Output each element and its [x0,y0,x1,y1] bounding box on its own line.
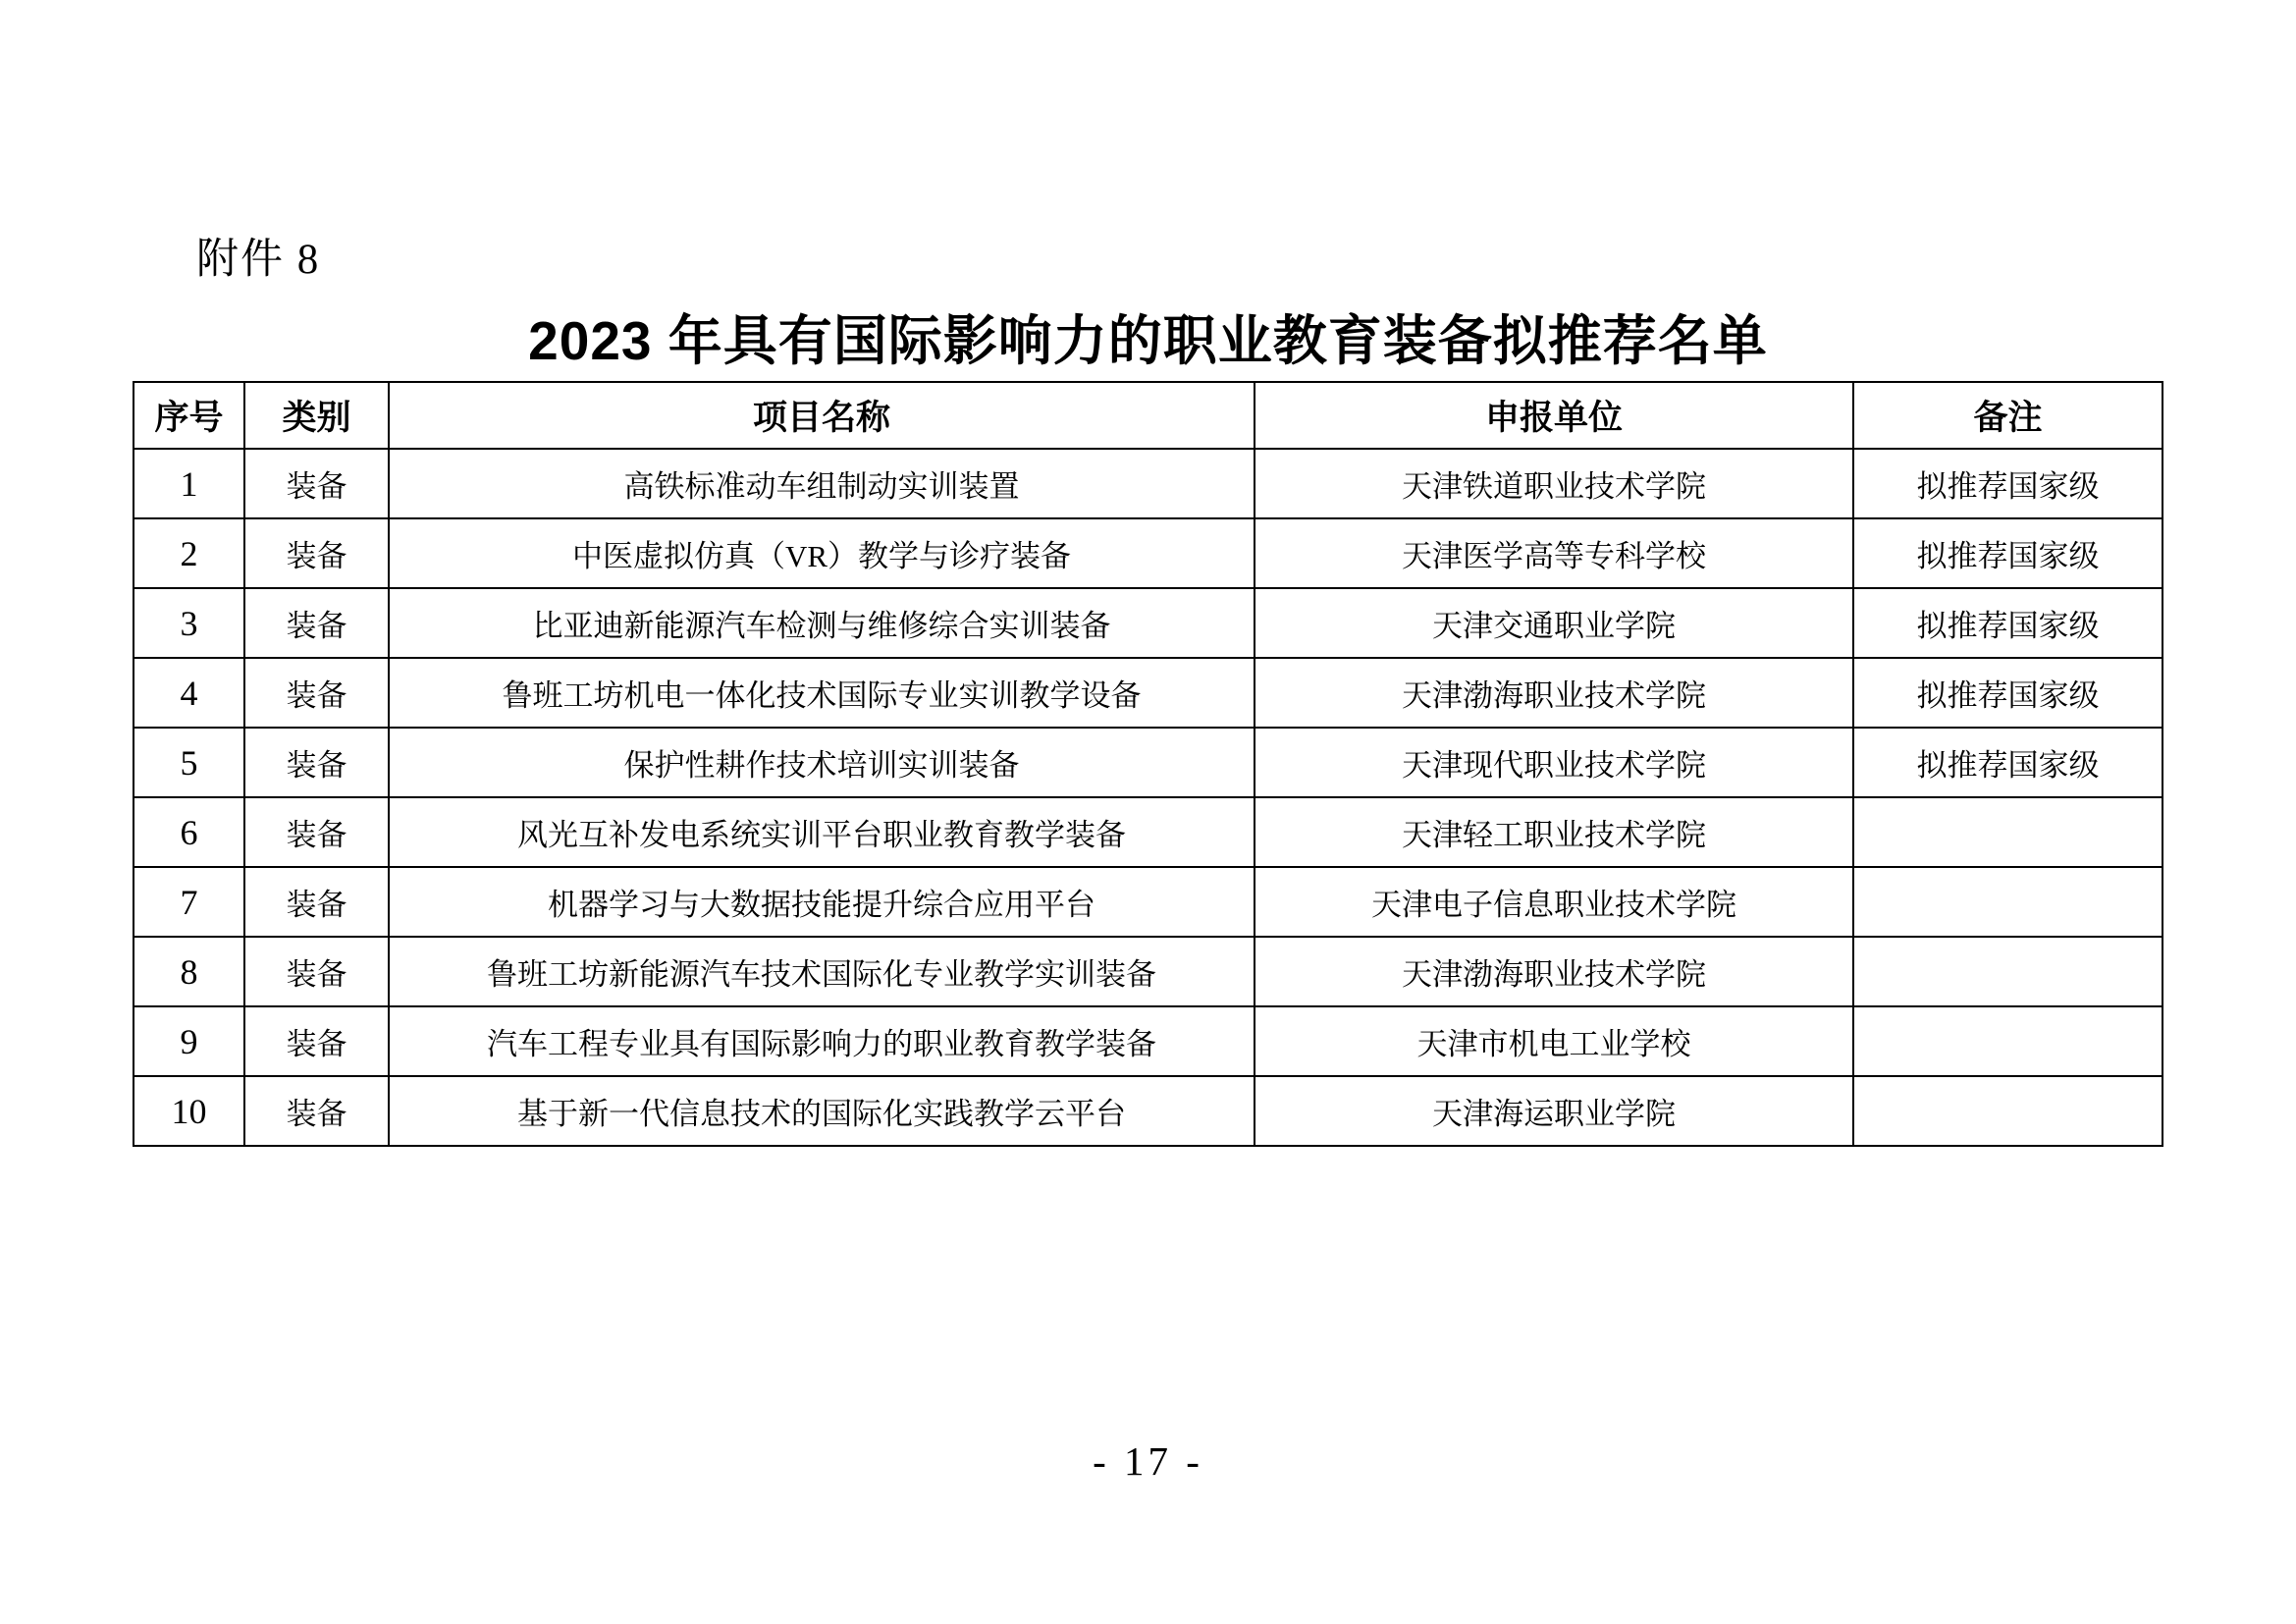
cell-no: 10 [133,1076,244,1146]
cell-no: 4 [133,658,244,728]
cell-unit: 天津渤海职业技术学院 [1255,658,1853,728]
table-row [133,449,2163,518]
cell-remark [1853,797,2163,867]
cell-remark: 拟推荐国家级 [1853,518,2163,588]
cell-no: 7 [133,867,244,937]
cell-no: 2 [133,518,244,588]
cell-unit: 天津渤海职业技术学院 [1255,937,1853,1006]
cell-project: 机器学习与大数据技能提升综合应用平台 [389,867,1255,937]
table-row [133,1006,2163,1076]
cell-category: 装备 [244,937,389,1006]
cell-remark: 拟推荐国家级 [1853,588,2163,658]
cell-project: 鲁班工坊新能源汽车技术国际化专业教学实训装备 [389,937,1255,1006]
cell-remark: 拟推荐国家级 [1853,728,2163,797]
cell-project: 保护性耕作技术培训实训装备 [389,728,1255,797]
cell-project: 基于新一代信息技术的国际化实践教学云平台 [389,1076,1255,1146]
header-cell-remark: 备注 [1853,382,2163,449]
cell-category: 装备 [244,588,389,658]
cell-no: 1 [133,449,244,518]
cell-category: 装备 [244,867,389,937]
cell-remark: 拟推荐国家级 [1853,658,2163,728]
table-row [133,937,2163,1006]
table-row [133,588,2163,658]
cell-unit: 天津现代职业技术学院 [1255,728,1853,797]
cell-remark [1853,1076,2163,1146]
cell-category: 装备 [244,518,389,588]
cell-category: 装备 [244,1006,389,1076]
recommendation-table [133,381,2163,1147]
cell-category: 装备 [244,1076,389,1146]
cell-project: 高铁标准动车组制动实训装置 [389,449,1255,518]
cell-remark [1853,867,2163,937]
table-row [133,1076,2163,1146]
table-row [133,658,2163,728]
cell-unit: 天津轻工职业技术学院 [1255,797,1853,867]
table-header-row [133,382,2163,449]
cell-remark [1853,937,2163,1006]
cell-category: 装备 [244,728,389,797]
cell-category: 装备 [244,658,389,728]
table-row [133,728,2163,797]
cell-project: 比亚迪新能源汽车检测与维修综合实训装备 [389,588,1255,658]
table-row [133,518,2163,588]
cell-unit: 天津铁道职业技术学院 [1255,449,1853,518]
cell-no: 5 [133,728,244,797]
cell-category: 装备 [244,797,389,867]
cell-project: 风光互补发电系统实训平台职业教育教学装备 [389,797,1255,867]
cell-no: 3 [133,588,244,658]
header-cell-project: 项目名称 [389,382,1255,449]
page-title: 2023 年具有国际影响力的职业教育装备拟推荐名单 [528,310,1768,371]
cell-unit: 天津医学高等专科学校 [1255,518,1853,588]
cell-remark: 拟推荐国家级 [1853,449,2163,518]
header-cell-no: 序号 [133,382,244,449]
cell-unit: 天津交通职业学院 [1255,588,1853,658]
cell-category: 装备 [244,449,389,518]
cell-project: 鲁班工坊机电一体化技术国际专业实训教学设备 [389,658,1255,728]
cell-project: 汽车工程专业具有国际影响力的职业教育教学装备 [389,1006,1255,1076]
cell-no: 6 [133,797,244,867]
header-cell-unit: 申报单位 [1255,382,1853,449]
cell-no: 8 [133,937,244,1006]
cell-unit: 天津市机电工业学校 [1255,1006,1853,1076]
page-number: - 17 - [1093,1438,1203,1484]
cell-unit: 天津海运职业学院 [1255,1076,1853,1146]
attachment-label: 附件 8 [196,237,321,283]
table-row [133,867,2163,937]
cell-remark [1853,1006,2163,1076]
header-cell-category: 类别 [244,382,389,449]
cell-no: 9 [133,1006,244,1076]
cell-project: 中医虚拟仿真（VR）教学与诊疗装备 [389,518,1255,588]
table-row [133,797,2163,867]
cell-unit: 天津电子信息职业技术学院 [1255,867,1853,937]
